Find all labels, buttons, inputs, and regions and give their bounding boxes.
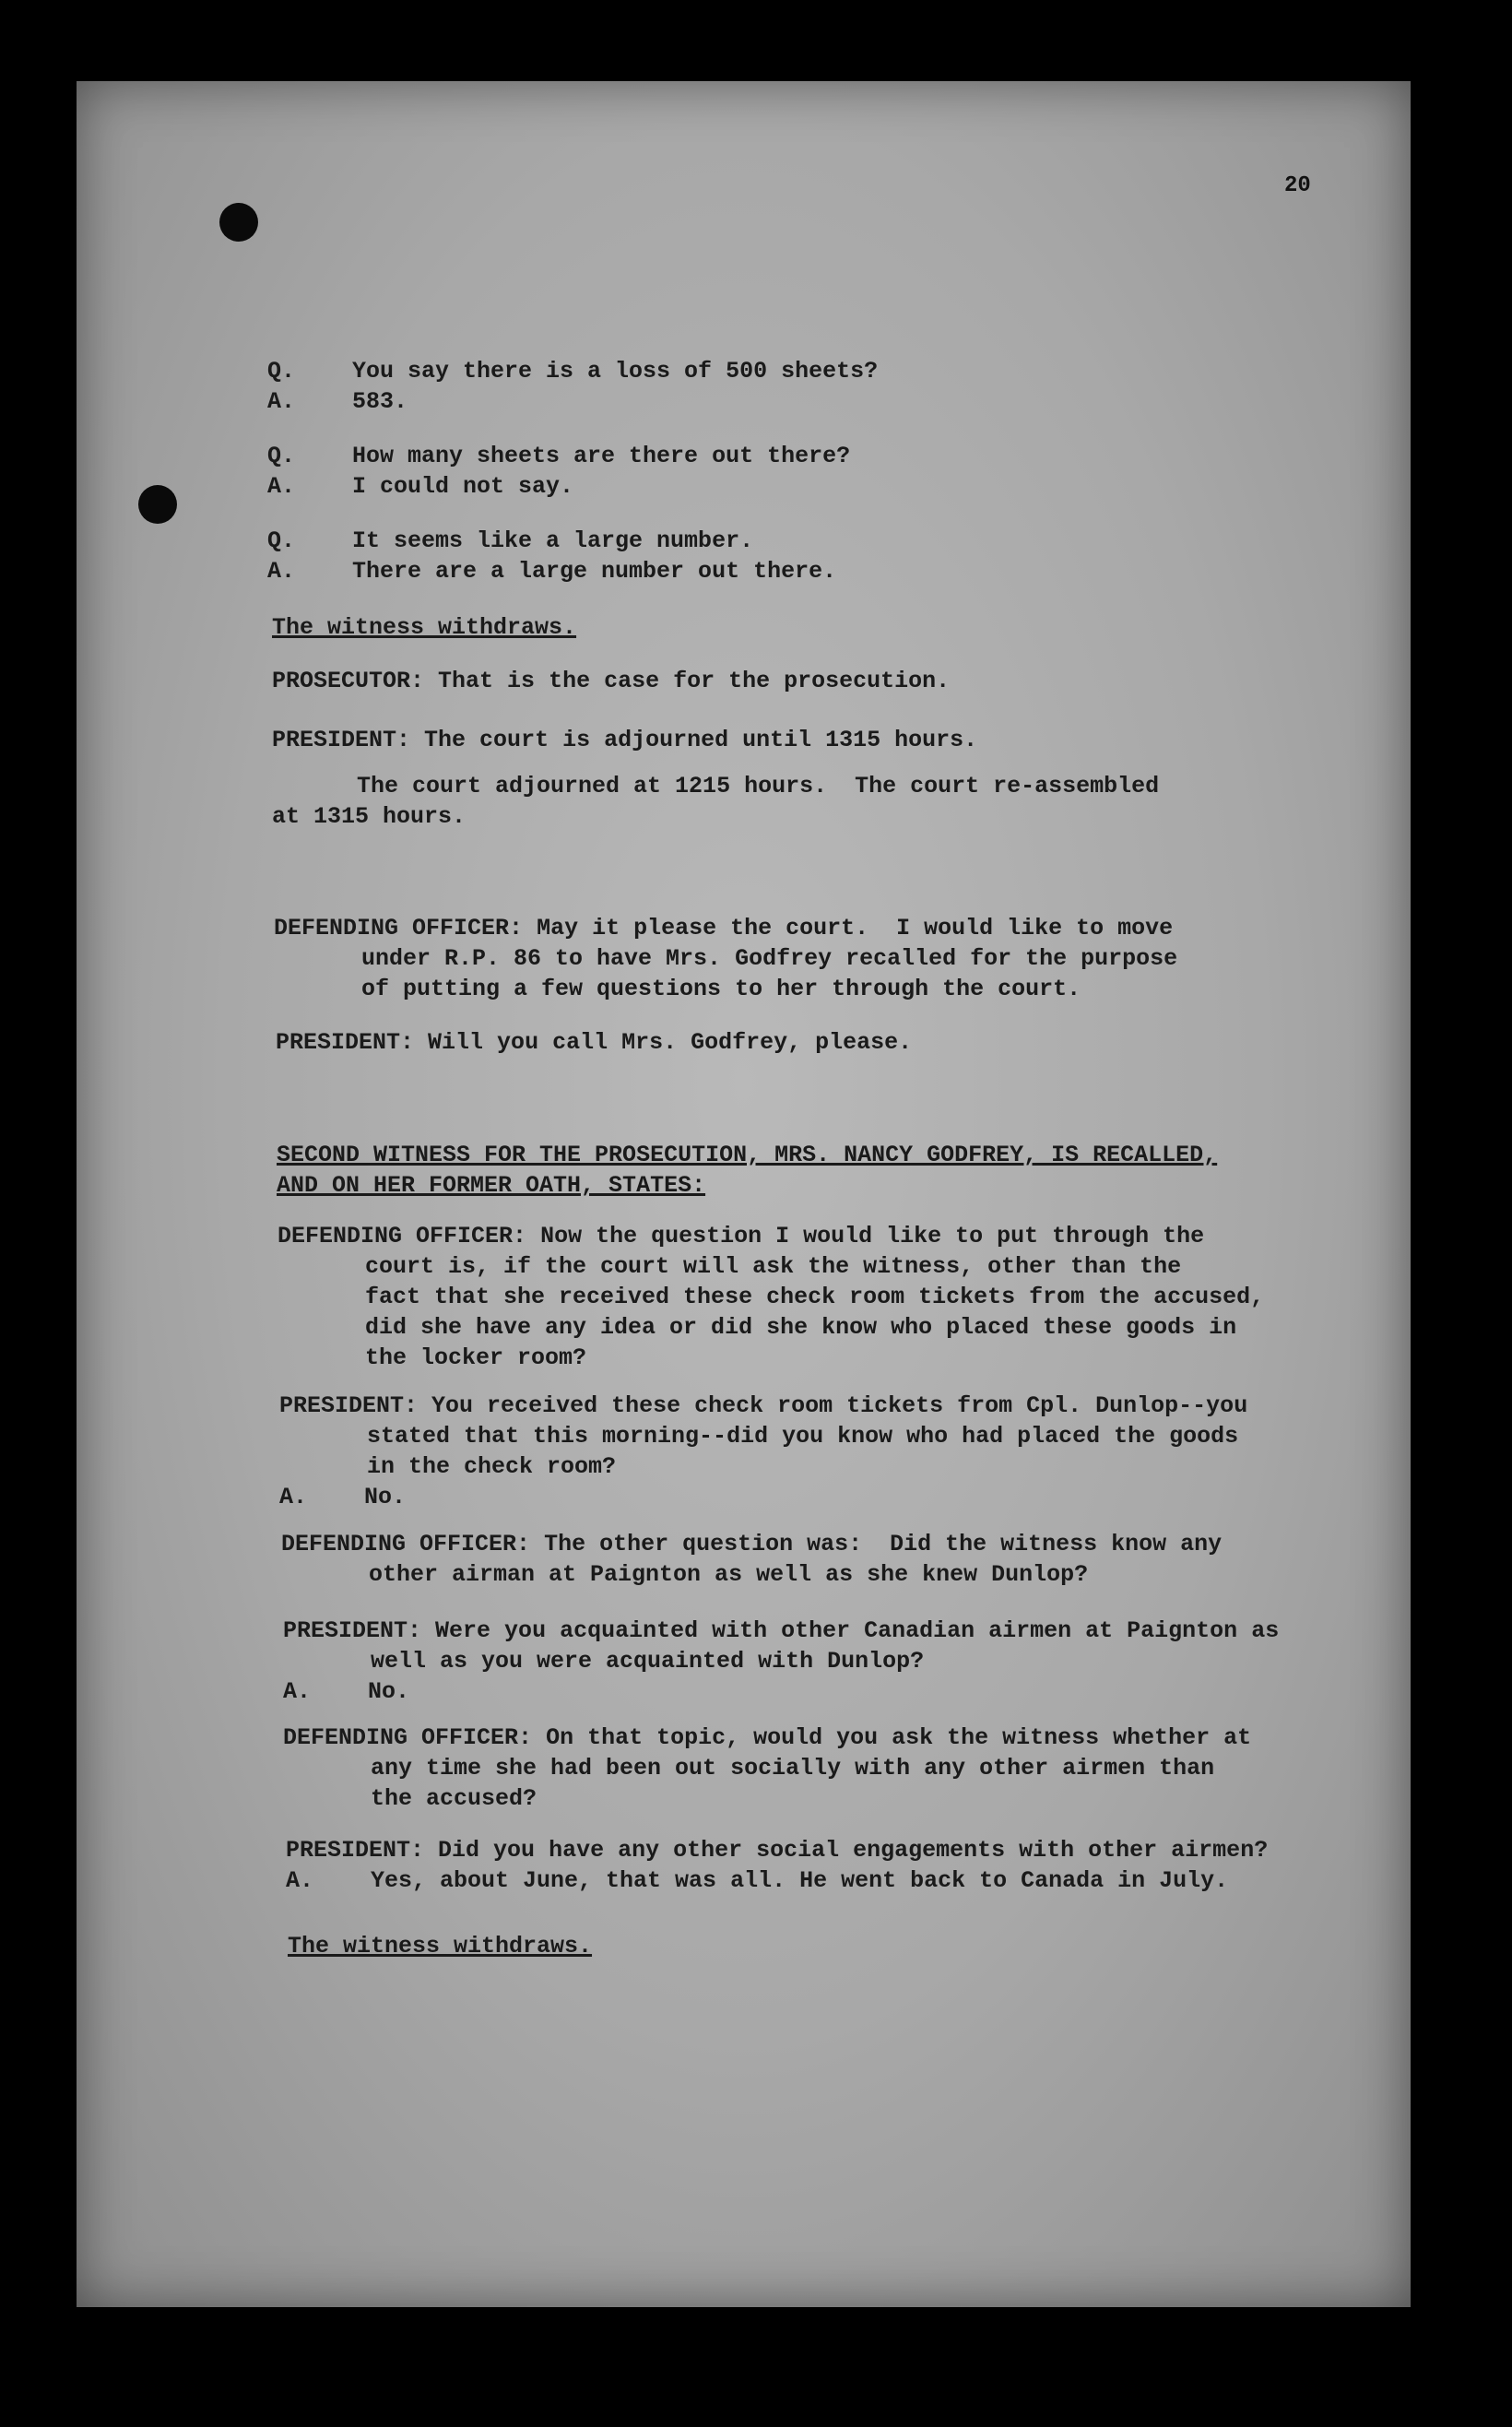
- statement-line-3: fact that she received these check room tickets from the accused,: [365, 1284, 1265, 1310]
- defending-officer-statement-3: [281, 1529, 1222, 1590]
- statement-line-2: well as you were acquainted with Dunlop?: [371, 1648, 925, 1675]
- heading-line-1: SECOND WITNESS FOR THE PROSECUTION, MRS. NANCY GODFREY, IS RECALLED,: [277, 1142, 1218, 1168]
- president-statement-1: [272, 725, 977, 755]
- speaker-label: DEFENDING OFFICER:: [274, 915, 524, 941]
- defending-officer-statement-1: [274, 913, 1177, 1004]
- defending-officer-statement-2: [278, 1221, 1264, 1373]
- statement-line-3: in the check room?: [367, 1453, 617, 1480]
- statement-line-5: the locker room?: [365, 1344, 587, 1371]
- prosecutor-statement: [272, 666, 950, 696]
- speaker-label: PRESIDENT:: [276, 1029, 415, 1056]
- statement-text: The court is adjourned until 1315 hours.: [424, 727, 978, 753]
- page-number: 20: [1284, 173, 1311, 198]
- statement-text: Did you have any other social engagements with other airmen?: [438, 1837, 1269, 1864]
- answer-text: No.: [364, 1484, 407, 1510]
- statement-line-1: You received these check room tickets from Cpl. Dunlop--you: [431, 1392, 1248, 1419]
- question-text: You say there is a loss of 500 sheets?: [352, 358, 879, 385]
- statement-line-3: of putting a few questions to her through the court.: [361, 976, 1081, 1002]
- speaker-label: PRESIDENT:: [279, 1392, 419, 1419]
- question-text: It seems like a large number.: [352, 527, 754, 554]
- q-label: Q.: [267, 358, 296, 385]
- statement-line-4: did she have any idea or did she know who placed these goods in: [365, 1314, 1237, 1341]
- statement-line-2: other airman at Paignton as well as she knew Dunlop?: [369, 1561, 1089, 1588]
- speaker-label: PROSECUTOR:: [272, 668, 425, 694]
- speaker-label: DEFENDING OFFICER:: [283, 1724, 533, 1751]
- speaker-label: PRESIDENT:: [272, 727, 411, 753]
- qa-block-3: [267, 526, 836, 586]
- answer-text: 583.: [352, 388, 408, 415]
- president-statement-5: [286, 1835, 1268, 1896]
- heading-line-2: AND ON HER FORMER OATH, STATES:: [277, 1172, 706, 1199]
- statement-line-1: May it please the court. I would like to move: [537, 915, 1174, 941]
- punch-hole: [138, 485, 177, 524]
- speaker-label: DEFENDING OFFICER:: [278, 1223, 527, 1249]
- speaker-label: DEFENDING OFFICER:: [281, 1531, 531, 1557]
- qa-block-1: [267, 356, 878, 417]
- defending-officer-statement-4: [283, 1723, 1251, 1814]
- answer-text: I could not say.: [352, 473, 574, 500]
- statement-line-1: On that topic, would you ask the witness whether at: [546, 1724, 1252, 1751]
- q-label: Q.: [267, 527, 296, 554]
- witness-withdraws: The witness withdraws.: [272, 614, 577, 641]
- statement-line-1: The other question was: Did the witness know any: [544, 1531, 1223, 1557]
- a-label: A.: [267, 473, 296, 500]
- witness-withdraws: The witness withdraws.: [288, 1933, 593, 1959]
- statement-line-2: court is, if the court will ask the witness, other than the: [365, 1253, 1182, 1280]
- statement-line-3: the accused?: [371, 1785, 537, 1812]
- a-label: A.: [267, 558, 296, 585]
- recall-heading: [277, 1140, 1217, 1201]
- president-statement-3: [279, 1391, 1247, 1512]
- answer-text: No.: [368, 1678, 410, 1705]
- statement-line-2: any time she had been out socially with any other airmen than: [371, 1755, 1215, 1782]
- adjournment-note: [272, 771, 1159, 832]
- adjourn-line-2: at 1315 hours.: [272, 803, 467, 830]
- answer-text: There are a large number out there.: [352, 558, 837, 585]
- speaker-label: PRESIDENT:: [283, 1617, 422, 1644]
- answer-text: Yes, about June, that was all. He went back to Canada in July.: [371, 1867, 1229, 1894]
- adjourn-line-1: The court adjourned at 1215 hours. The court re-assembled: [357, 773, 1160, 799]
- question-text: How many sheets are there out there?: [352, 443, 851, 469]
- a-label: A.: [267, 388, 296, 415]
- statement-text: That is the case for the prosecution.: [438, 668, 951, 694]
- statement-line-1: Were you acquainted with other Canadian airmen at Paignton as: [435, 1617, 1280, 1644]
- qa-block-2: [267, 441, 850, 502]
- q-label: Q.: [267, 443, 296, 469]
- speaker-label: PRESIDENT:: [286, 1837, 425, 1864]
- president-statement-4: [283, 1616, 1279, 1707]
- a-label: A.: [286, 1867, 314, 1894]
- statement-line-2: under R.P. 86 to have Mrs. Godfrey recalled for the purpose: [361, 945, 1178, 972]
- punch-hole: [219, 203, 258, 242]
- statement-line-1: Now the question I would like to put through the: [540, 1223, 1205, 1249]
- statement-text: Will you call Mrs. Godfrey, please.: [428, 1029, 913, 1056]
- president-statement-2: [276, 1027, 912, 1058]
- statement-line-2: stated that this morning--did you know who had placed the goods: [367, 1423, 1239, 1450]
- a-label: A.: [279, 1484, 308, 1510]
- a-label: A.: [283, 1678, 312, 1705]
